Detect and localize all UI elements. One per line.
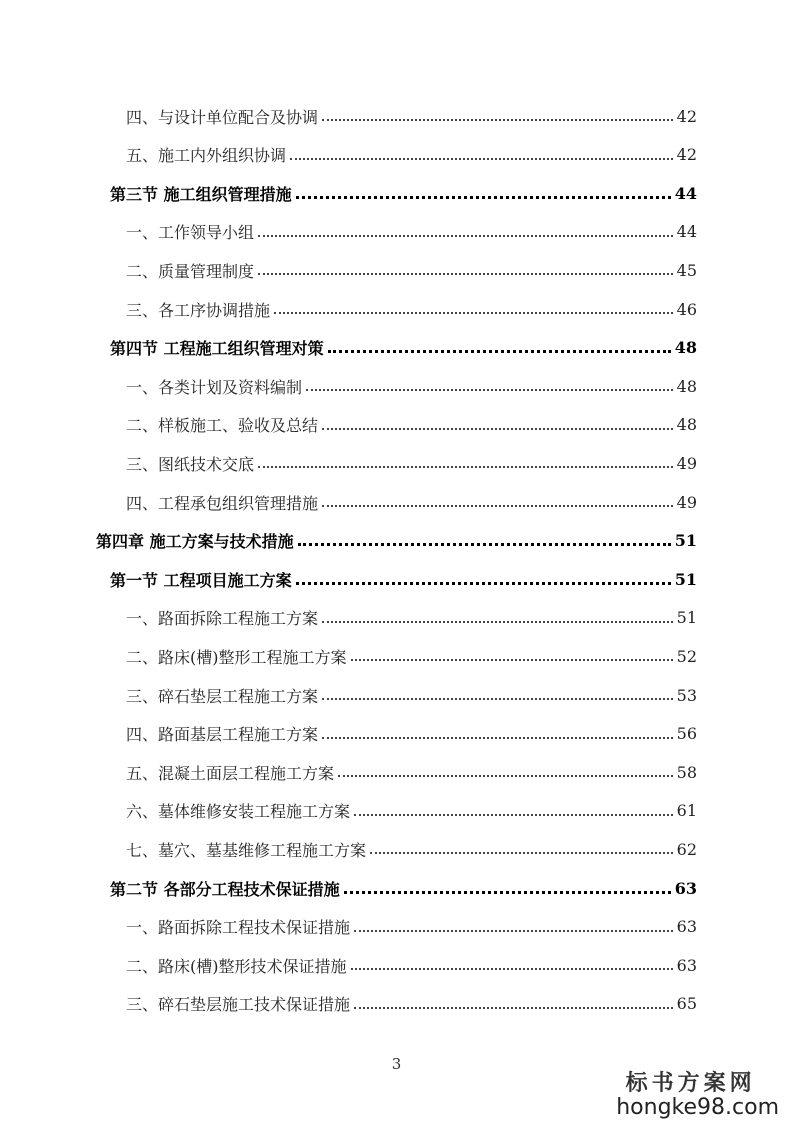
toc-entry-page: 44 — [674, 183, 697, 203]
toc-entry-page: 63 — [676, 955, 697, 975]
toc-dot-leader — [322, 698, 673, 700]
toc-entry-label: 二、样板施工、验收及总结 — [126, 416, 319, 436]
toc-entry-label: 一、路面拆除工程技术保证措施 — [126, 918, 351, 938]
toc-dot-leader — [354, 930, 673, 932]
toc-item-entry[interactable] — [126, 297, 697, 321]
toc-entry-label: 一、路面拆除工程施工方案 — [126, 609, 319, 629]
toc-entry-label: 七、墓穴、墓基维修工程施工方案 — [126, 840, 367, 860]
toc-dot-leader — [258, 466, 673, 468]
toc-item-entry[interactable] — [126, 606, 697, 630]
toc-item-entry[interactable] — [126, 760, 697, 784]
toc-dot-leader — [298, 543, 671, 546]
toc-item-entry[interactable] — [126, 915, 697, 939]
toc-item-entry[interactable] — [126, 799, 697, 823]
toc-entry-page: 63 — [676, 917, 697, 937]
toc-entry-page: 51 — [674, 531, 697, 551]
toc-dot-leader — [296, 582, 671, 585]
watermark-title: 标书方案网 — [625, 1071, 756, 1096]
toc-dot-leader — [322, 119, 673, 121]
toc-entry-label: 四、工程承包组织管理措施 — [126, 493, 319, 513]
toc-entry-label: 二、路床(槽)整形工程施工方案 — [126, 647, 347, 667]
toc-chapter-entry[interactable] — [96, 529, 697, 553]
toc-entry-page: 48 — [676, 415, 697, 435]
toc-dot-leader — [351, 659, 673, 661]
toc-entry-label: 三、碎石垫层施工技术保证措施 — [126, 995, 351, 1015]
toc-entry-page: 49 — [676, 453, 697, 473]
toc-entry-page: 45 — [676, 260, 697, 280]
page-number: 3 — [391, 1055, 402, 1073]
toc-entry-page: 49 — [676, 492, 697, 512]
toc-entry-label: 四、与设计单位配合及协调 — [126, 107, 319, 127]
toc-dot-leader — [344, 891, 671, 894]
toc-item-entry[interactable] — [126, 490, 697, 514]
toc-entry-label: 五、施工内外组织协调 — [126, 146, 287, 166]
toc-dot-leader — [258, 273, 673, 275]
toc-dot-leader — [322, 428, 673, 430]
toc-dot-leader — [354, 1007, 673, 1009]
toc-item-entry[interactable] — [126, 258, 697, 282]
toc-entry-page: 56 — [676, 724, 697, 744]
toc-entry-page: 46 — [676, 299, 697, 319]
toc-entry-page: 42 — [676, 145, 697, 165]
toc-item-entry[interactable] — [126, 104, 697, 128]
toc-dot-leader — [338, 775, 673, 777]
toc-item-entry[interactable] — [126, 374, 697, 398]
toc-item-entry[interactable] — [126, 953, 697, 977]
toc-entry-label: 五、混凝土面层工程施工方案 — [126, 763, 335, 783]
toc-dot-leader — [306, 389, 673, 391]
toc-entry-page: 61 — [676, 801, 697, 821]
toc-entry-label: 四、路面基层工程施工方案 — [126, 725, 319, 745]
toc-dot-leader — [322, 737, 673, 739]
toc-dot-leader — [296, 196, 671, 199]
toc-item-entry[interactable] — [126, 837, 697, 861]
toc-entry-page: 48 — [674, 338, 697, 358]
watermark-url: hongke98.com — [616, 1095, 779, 1120]
toc-dot-leader — [328, 350, 671, 353]
toc-entry-page: 62 — [676, 839, 697, 859]
toc-dot-leader — [274, 312, 673, 314]
toc-entry-page: 42 — [676, 106, 697, 126]
toc-entry-label: 一、工作领导小组 — [126, 223, 255, 243]
toc-section-entry[interactable] — [110, 336, 697, 360]
toc-entry-label: 六、墓体维修安装工程施工方案 — [126, 802, 351, 822]
toc-item-entry[interactable] — [126, 992, 697, 1016]
toc-dot-leader — [370, 852, 673, 854]
toc-item-entry[interactable] — [126, 644, 697, 668]
watermark — [616, 1066, 779, 1120]
toc-dot-leader — [290, 158, 673, 160]
toc-entry-label: 第一节 工程项目施工方案 — [110, 570, 292, 590]
toc-dot-leader — [322, 621, 673, 623]
toc-section-entry[interactable] — [110, 876, 697, 900]
toc-entry-page: 51 — [674, 569, 697, 589]
toc-dot-leader — [354, 814, 673, 816]
toc-item-entry[interactable] — [126, 413, 697, 437]
toc-entry-label: 二、路床(槽)整形技术保证措施 — [126, 956, 347, 976]
toc-dot-leader — [351, 968, 673, 970]
toc-entry-label: 第三节 施工组织管理措施 — [110, 184, 292, 204]
toc-entry-label: 第四节 工程施工组织管理对策 — [110, 339, 324, 359]
toc-item-entry[interactable] — [126, 683, 697, 707]
toc-section-entry[interactable] — [110, 567, 697, 591]
toc-entry-label: 三、碎石垫层工程施工方案 — [126, 686, 319, 706]
toc-entry-page: 52 — [676, 646, 697, 666]
toc-entry-label: 第四章 施工方案与技术措施 — [96, 532, 294, 552]
toc-entry-label: 第二节 各部分工程技术保证措施 — [110, 879, 340, 899]
toc-item-entry[interactable] — [126, 143, 697, 167]
toc-dot-leader — [258, 235, 673, 237]
toc-entry-page: 44 — [676, 222, 697, 242]
toc-section-entry[interactable] — [110, 181, 697, 205]
toc-entry-label: 三、图纸技术交底 — [126, 454, 255, 474]
toc-dot-leader — [322, 505, 673, 507]
toc-entry-page: 58 — [676, 762, 697, 782]
toc-entry-label: 一、各类计划及资料编制 — [126, 377, 303, 397]
toc-item-entry[interactable] — [126, 220, 697, 244]
toc-entry-label: 三、各工序协调措施 — [126, 300, 271, 320]
toc-entry-page: 65 — [676, 994, 697, 1014]
toc-entry-page: 51 — [676, 608, 697, 628]
toc-entry-page: 48 — [676, 376, 697, 396]
toc-entry-label: 二、质量管理制度 — [126, 261, 255, 281]
toc-item-entry[interactable] — [126, 722, 697, 746]
toc-entry-page: 63 — [674, 878, 697, 898]
toc-entry-page: 53 — [676, 685, 697, 705]
toc-item-entry[interactable] — [126, 451, 697, 475]
